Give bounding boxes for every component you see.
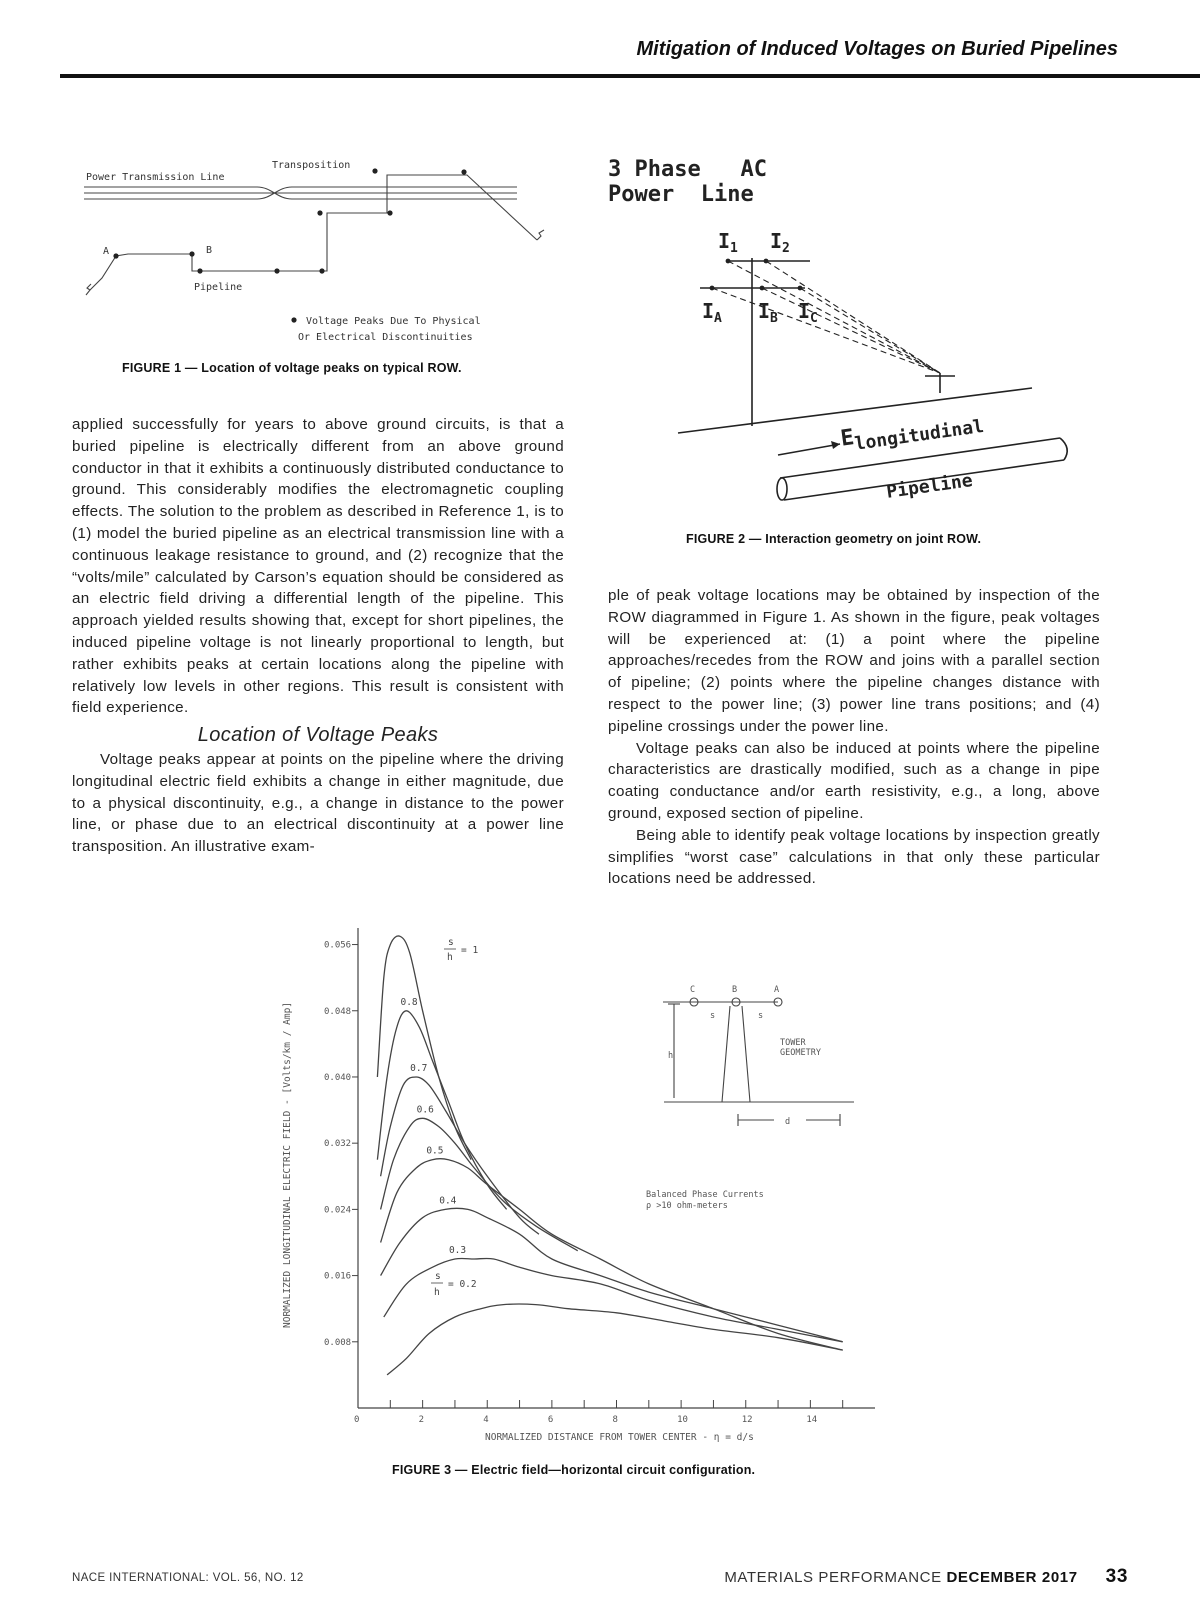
curve-s-h-0.3: [384, 1258, 843, 1341]
voltage-peak-marker: [387, 210, 392, 215]
curve-s-h-0.4: [381, 1208, 843, 1341]
fig2-pipeline-label: Pipeline: [885, 469, 974, 503]
tower-phase-c: C: [690, 985, 696, 995]
x-tick-label: 4: [483, 1415, 489, 1425]
ratio-top-num: s: [448, 937, 454, 948]
tower-d: d: [785, 1117, 791, 1127]
x-tick-label: 6: [547, 1415, 554, 1425]
ratio-bot-den: h: [434, 1287, 440, 1298]
right-paragraph-2: Voltage peaks can also be induced at points where the pipeline characteristics are drastically modified, such as a change in pipe coating conductance and/or earth resistivity, e.g., a long, above ground, exposed section of pipeline.: [608, 739, 1100, 822]
current-ic-label: $I_C$: [798, 299, 818, 326]
legend-marker: [291, 317, 296, 322]
y-axis-label: NORMALIZED LONGITUDINAL ELECTRIC FIELD - [Volts/km / Amp]: [282, 1001, 293, 1328]
x-tick-label: 14: [806, 1415, 818, 1425]
e-longitudinal-label: $E_{longitudinal}$: [839, 415, 986, 455]
curve-s-h-0.8: [377, 1011, 506, 1210]
conductor-marker: [710, 286, 715, 291]
legend-line-1: Voltage Peaks Due To Physical: [306, 316, 481, 327]
power-line-label: Power Transmission Line: [86, 172, 225, 183]
x-tick-label: 2: [418, 1415, 425, 1425]
left-column: [72, 414, 564, 858]
curve-label-0.7: 0.7: [410, 1062, 428, 1074]
tower-s-left: s: [710, 1011, 716, 1021]
fig2-title-line-2: Power Line: [608, 182, 754, 207]
tower-phase-b: B: [732, 985, 738, 995]
section-heading: Location of Voltage Peaks: [197, 724, 439, 747]
page-number: 33: [1105, 1566, 1128, 1587]
figure-3-chart: [270, 918, 890, 1453]
right-paragraph-1: ple of peak voltage locations may be obtained by inspection of the ROW diagrammed in Figure 1. As shown in the figure, peak voltages will be experienced at: (1) a point where the pipeline approaches/recedes from the ROW and joins with a parallel section of pipeline; (2) points where the pipeline changes distance with respect to the power line; (3) power line trans positions; and (4) pipeline crossings under the power line.: [608, 587, 1100, 735]
left-paragraph-1: applied successfully for years to above ground circuits, is that a buried pipeline is electrically different from an above ground conductor in that it exhibits a continuously distributed conductance to ground. This considerably modifies the electromagnetic coupling effects. The solution to the problem as described in Reference 1, is to (1) model the buried pipeline as an electrical transmission line with a continuous leakage resistance to ground, and (2) recognize that the “volts/mile” calculated by Carson’s equation should be considered as an electric field driving a differential length of the pipeline. This approach yielded results showing that, except for short pipelines, the induced pipeline voltage is not linearly proportional to length, but rather exhibits peaks at certain locations along the pipeline with relatively low levels in other regions. This result is consistent with field experience.: [72, 416, 564, 717]
current-i2-label: $I_2$: [770, 229, 790, 256]
figure-1-caption: FIGURE 1 — Location of voltage peaks on typical ROW.: [122, 361, 462, 375]
conductor-marker: [798, 286, 803, 291]
current-ib-label: $I_B$: [758, 299, 778, 326]
current-i1-label: $I_1$: [718, 229, 738, 256]
ratio-bot-num: s: [435, 1271, 441, 1282]
tower-h: h: [668, 1051, 674, 1061]
conductor-marker: [760, 286, 765, 291]
x-tick-label: 12: [741, 1415, 753, 1425]
right-column: [608, 585, 1100, 890]
ratio-top-val: = 1: [461, 945, 479, 956]
curve-label-0.6: 0.6: [416, 1104, 434, 1116]
note-line-1: Balanced Phase Currents: [646, 1190, 764, 1200]
note-line-2: ρ >10 ohm-meters: [646, 1201, 728, 1211]
voltage-peak-marker: [113, 253, 118, 258]
y-tick-label: 0.024: [324, 1205, 352, 1216]
voltage-peak-marker: [319, 268, 324, 273]
curve-label-0.3: 0.3: [448, 1245, 467, 1257]
figure-1: [72, 150, 572, 350]
ratio-top-den: h: [447, 952, 453, 963]
y-tick-label: 0.016: [324, 1271, 352, 1282]
footer-publication: NACE INTERNATIONAL: VOL. 56, NO. 12: [72, 1572, 304, 1584]
tower-geometry-1: TOWER: [780, 1038, 806, 1048]
curve-s-h-0.6: [381, 1118, 578, 1251]
curve-label-0.8: 0.8: [400, 996, 418, 1008]
y-tick-label: 0.032: [324, 1139, 352, 1150]
footer-date: DECEMBER 2017: [946, 1569, 1078, 1586]
y-tick-label: 0.056: [324, 940, 352, 951]
y-tick-label: 0.040: [324, 1072, 352, 1083]
x-tick-label: 8: [612, 1415, 618, 1425]
header-rule: [60, 74, 1200, 78]
tower-geometry-2: GEOMETRY: [780, 1048, 821, 1058]
pipeline-label: Pipeline: [194, 282, 243, 293]
voltage-peak-marker: [197, 268, 202, 273]
tower-phase-a: A: [774, 985, 780, 995]
voltage-peak-marker: [274, 268, 279, 273]
conductor-marker: [726, 259, 731, 264]
y-tick-label: 0.048: [324, 1006, 352, 1017]
voltage-peak-marker: [461, 169, 466, 174]
curve-s-h-0.2: [387, 1304, 843, 1375]
footer-magazine: MATERIALS PERFORMANCE: [724, 1569, 942, 1586]
legend-line-2: Or Electrical Discontinuities: [298, 332, 473, 343]
curve-label-0.4: 0.4: [439, 1195, 457, 1207]
voltage-peak-marker: [189, 251, 194, 256]
transposition-label: Transposition: [272, 160, 351, 171]
current-ia-label: $I_A$: [702, 299, 722, 326]
fig2-title-line-1: 3 Phase AC: [608, 157, 767, 182]
ratio-bot-val: = 0.2: [448, 1279, 477, 1290]
point-a-label: A: [103, 246, 110, 257]
voltage-peak-marker: [372, 168, 377, 173]
x-tick-label: 0: [354, 1415, 360, 1425]
voltage-peak-marker: [317, 210, 322, 215]
figure-3-caption: FIGURE 3 — Electric field—horizontal circuit configuration.: [392, 1463, 756, 1477]
tower-s-right: s: [758, 1011, 764, 1021]
curve-label-0.5: 0.5: [426, 1145, 444, 1157]
x-tick-label: 10: [677, 1415, 688, 1425]
running-header: Mitigation of Induced Voltages on Buried Pipelines: [636, 38, 1118, 60]
point-b-label: B: [206, 245, 213, 256]
figure-2: [600, 148, 1100, 518]
right-paragraph-3: Being able to identify peak voltage locations by inspection greatly simplifies “worst case” calculations in that only these particular locations need be addressed.: [608, 826, 1100, 888]
left-paragraph-2: Voltage peaks appear at points on the pipeline where the driving longitudinal electric field exhibits a change in either magnitude, due to a physical discontinuity, e.g., a change in distance to the power line, or phase due to an electrical discontinuity at a power line transposition. An illustrative exam-: [72, 750, 564, 856]
figure-2-caption: FIGURE 2 — Interaction geometry on joint ROW.: [686, 532, 982, 546]
conductor-marker: [764, 259, 769, 264]
footer-right: [724, 1566, 1128, 1588]
x-axis-label: NORMALIZED DISTANCE FROM TOWER CENTER - η = d/s: [485, 1432, 754, 1443]
y-tick-label: 0.008: [324, 1337, 352, 1348]
